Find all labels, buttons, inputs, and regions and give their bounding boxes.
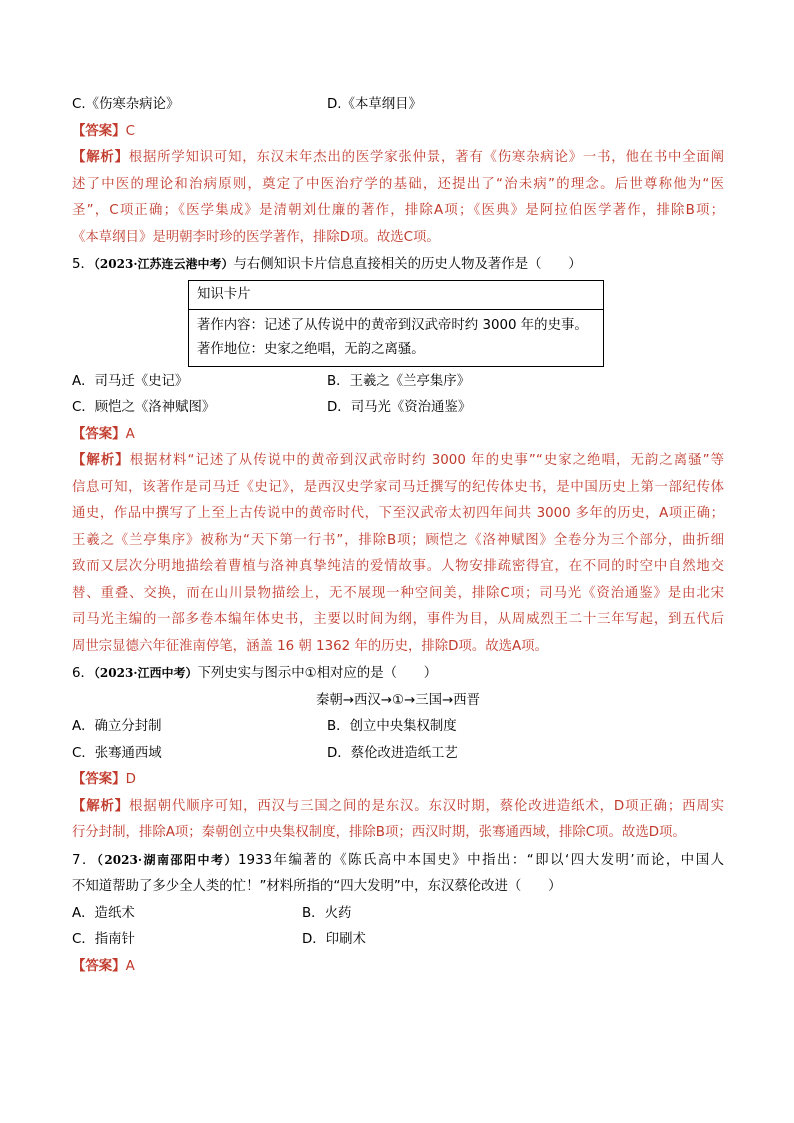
answer-value: D xyxy=(125,772,136,787)
analysis-line: 圣”，C项正确；《医学集成》是清朝刘仕廉的著作，排除A项；《医典》是阿拉伯医学著作，排除B项； xyxy=(72,203,724,218)
analysis-tag: 【解析】 xyxy=(72,150,129,165)
q5-answer xyxy=(72,422,724,449)
q4-option-c: C.《伤寒杂病论》 xyxy=(72,97,180,112)
answer-tag: 【答案】 xyxy=(72,426,126,442)
question-text: 与右侧知识卡片信息直接相关的历史人物及著作是（ ） xyxy=(233,257,582,272)
question-source: （2023·湖南邵阳中考） xyxy=(96,852,239,867)
q6-option-b: B．创立中央集权制度 xyxy=(327,719,457,734)
q6-option-c: C．张骞通西域 xyxy=(72,745,162,761)
q5-options-row-ab xyxy=(72,369,724,396)
question-number: 6． xyxy=(72,666,94,681)
q5-options-row-cd xyxy=(72,395,724,422)
question-source: （2023·江西中考） xyxy=(93,666,198,680)
answer-value: C xyxy=(125,123,135,139)
analysis-text: 根据材料“记述了从传说中的黄帝到汉武帝时约 3000 年的史事”“史家之绝唱，无韵之离骚”等 xyxy=(129,453,724,468)
q6-option-d: D．蔡伦改进造纸工艺 xyxy=(327,745,458,761)
question-text: 1933年编著的《陈氏高中本国史》中指出：“即以‘四大发明’而论，中国人 xyxy=(238,852,724,868)
analysis-line: 通史，作品中撰写了上至上古传说中的黄帝时代，下至汉武帝太初四年间共 3000 多年的历史，A项正确； xyxy=(72,506,724,521)
analysis-line: 述了中医的理论和治病原则，奠定了中医治疗学的基础，还提出了“治未病”的理念。后世尊称他为“医 xyxy=(72,176,724,192)
q7-stem-continued: 不知道帮助了多少全人类的忙！”材料所指的“四大发明”中，东汉蔡伦改进（ ） xyxy=(72,879,562,894)
answer-tag: 【答案】 xyxy=(72,772,126,787)
dynasty-sequence-diagram: 秦朝→西汉→①→三国→西晋 xyxy=(315,692,480,708)
q6-options-row-ab xyxy=(72,714,724,741)
knowledge-card-body xyxy=(189,310,603,366)
analysis-line: 行分封制，排除A项；秦朝创立中央集权制度，排除B项；西汉时期，张骞通西域，排除C项。故选D项。 xyxy=(72,825,686,840)
q7-option-c: C．指南针 xyxy=(72,932,135,947)
q7-stem xyxy=(72,847,724,875)
q6-stem xyxy=(72,660,724,688)
q6-option-a: A．确立分封制 xyxy=(72,719,162,734)
knowledge-card-line: 著作内容：记述了从传说中的黄帝到汉武帝时约 3000 年的史事。 xyxy=(197,317,588,333)
question-text: 下列史实与图示中①相对应的是（ ） xyxy=(197,666,438,681)
knowledge-card-title: 知识卡片 xyxy=(189,281,603,310)
q7-options-row-cd xyxy=(72,927,724,954)
answer-value: A xyxy=(125,958,135,974)
analysis-line: 周世宗显德六年征淮南停笔，涵盖 16 朝 1362 年的历史，排除D项。故选A项。 xyxy=(72,638,548,654)
analysis-line xyxy=(72,794,724,821)
q4-option-d: D.《本草纲目》 xyxy=(327,97,422,112)
analysis-text: 根据朝代顺序可知，西汉与三国之间的是东汉。东汉时期，蔡伦改进造纸术，D项正确；西周实 xyxy=(129,798,725,814)
q7-option-a: A．造纸术 xyxy=(72,905,135,921)
q7-answer xyxy=(72,954,724,981)
q6-answer xyxy=(72,767,724,794)
question-number: 7． xyxy=(72,852,97,868)
q7-option-d: D．印刷术 xyxy=(302,932,366,947)
analysis-text: 根据所学知识可知，东汉末年杰出的医学家张仲景，著有《伤寒杂病论》一书，他在书中全面阐 xyxy=(128,150,724,165)
q6-analysis xyxy=(72,794,724,847)
question-number: 5． xyxy=(72,257,94,272)
analysis-tag: 【解析】 xyxy=(72,798,130,814)
question-source: （2023·江苏连云港中考） xyxy=(93,257,234,271)
knowledge-card xyxy=(188,280,604,367)
analysis-tag: 【解析】 xyxy=(72,453,130,468)
q7-options-row-ab xyxy=(72,901,724,928)
q5-option-a: A．司马迁《史记》 xyxy=(72,373,189,389)
q5-option-c: C．顾恺之《洛神赋图》 xyxy=(72,400,216,415)
q5-option-b: B．王羲之《兰亭集序》 xyxy=(327,373,471,389)
knowledge-card-line: 著作地位：史家之绝唱，无韵之离骚。 xyxy=(197,341,425,357)
q5-option-d: D．司马光《资治通鉴》 xyxy=(327,400,472,415)
analysis-line xyxy=(72,145,724,172)
q4-answer xyxy=(72,119,724,146)
q4-analysis xyxy=(72,145,724,251)
analysis-line: 王羲之《兰亭集序》被称为“天下第一行书”，排除B项；顾恺之《洛神赋图》全卷分为三个部分，曲折细 xyxy=(72,532,724,548)
q5-analysis xyxy=(72,448,724,660)
q5-stem xyxy=(72,251,724,279)
analysis-line: 替、重叠、交换，而在山川景物描绘上，无不展现一种空间美，排除C项；司马光《资治通鉴》是由北宋 xyxy=(72,585,724,601)
q7-option-b: B．火药 xyxy=(302,905,352,921)
answer-tag: 【答案】 xyxy=(72,958,126,974)
answer-tag: 【答案】 xyxy=(72,123,126,139)
analysis-line: 致而又层次分明地描绘着曹植与洛神真挚纯洁的爱情故事。人物安排疏密得宜，在不同的时空中自然地交 xyxy=(72,559,724,574)
analysis-line: 信息可知，该著作是司马迁《史记》，是西汉史学家司马迁撰写的纪传体史书，是中国历史上第一部纪传体 xyxy=(72,479,724,495)
analysis-line xyxy=(72,448,724,475)
q4-options-row-cd xyxy=(72,92,724,119)
analysis-line: 《本草纲目》是明朝李时珍的医学著作，排除D项。故选C项。 xyxy=(72,229,440,245)
answer-value: A xyxy=(125,426,135,442)
q6-options-row-cd xyxy=(72,741,724,768)
document-page xyxy=(72,92,724,980)
analysis-line: 司马光主编的一部多卷本编年体史书，主要以时间为纲，事件为目，从周威烈王二十三年写起，到五代后 xyxy=(72,612,724,627)
